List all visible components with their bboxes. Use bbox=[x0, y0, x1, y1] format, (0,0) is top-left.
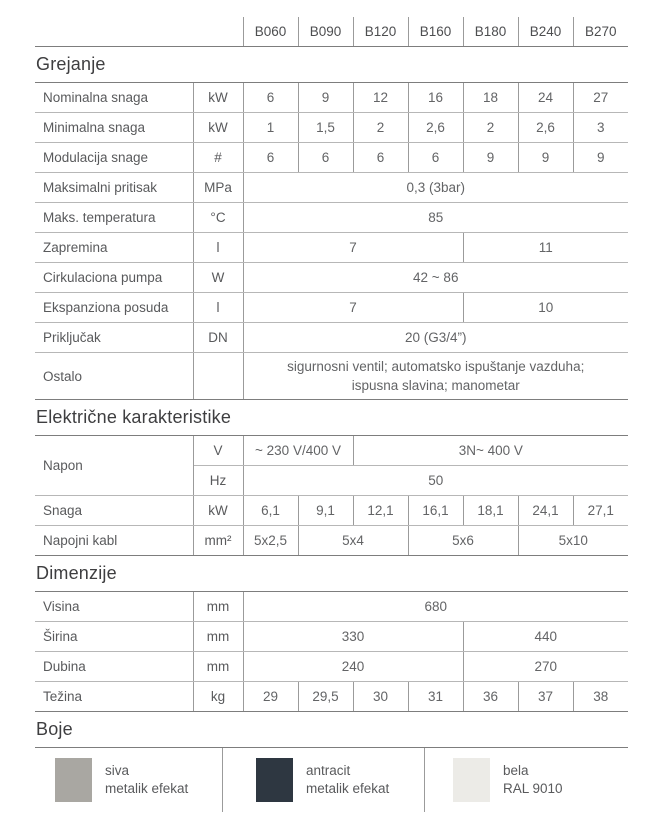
row-label: Maksimalni pritisak bbox=[35, 173, 193, 203]
unit-cell: mm² bbox=[193, 526, 243, 556]
table-row bbox=[35, 83, 628, 113]
table-row bbox=[35, 353, 628, 400]
color-desc: metalik efekat bbox=[105, 781, 189, 796]
value-cell: 5x10 bbox=[518, 526, 628, 556]
value-cell: 1 bbox=[243, 113, 298, 143]
color-name: antracit bbox=[306, 763, 351, 778]
unit-cell: kW bbox=[193, 496, 243, 526]
table-row bbox=[35, 622, 628, 652]
row-label: Minimalna snaga bbox=[35, 113, 193, 143]
value-cell: 42 ~ 86 bbox=[243, 263, 628, 293]
table-row bbox=[35, 682, 628, 712]
value-cell: 3 bbox=[573, 113, 628, 143]
table-row bbox=[35, 143, 628, 173]
row-label: Nominalna snaga bbox=[35, 83, 193, 113]
color-option-antracit bbox=[222, 748, 424, 812]
value-cell: 2,6 bbox=[518, 113, 573, 143]
model-header-b270: B270 bbox=[573, 17, 628, 46]
unit-cell: kW bbox=[193, 83, 243, 113]
table-row bbox=[35, 436, 628, 466]
value-cell: 7 bbox=[243, 233, 463, 263]
value-cell: 30 bbox=[353, 682, 408, 712]
value-cell: 12,1 bbox=[353, 496, 408, 526]
spec-table-elektricne bbox=[35, 436, 628, 556]
section-title-boje: Boje bbox=[35, 712, 628, 748]
unit-cell: l bbox=[193, 233, 243, 263]
value-cell: 240 bbox=[243, 652, 463, 682]
value-cell: 24 bbox=[518, 83, 573, 113]
value-cell: 24,1 bbox=[518, 496, 573, 526]
value-cell: ~ 230 V/400 V bbox=[243, 436, 353, 466]
value-cell: 20 (G3/4”) bbox=[243, 323, 628, 353]
value-cell: 6 bbox=[243, 83, 298, 113]
value-cell: 50 bbox=[243, 466, 628, 496]
unit-cell: l bbox=[193, 293, 243, 323]
value-cell: 10 bbox=[463, 293, 628, 323]
table-row bbox=[35, 293, 628, 323]
value-cell: 36 bbox=[463, 682, 518, 712]
color-swatch-antracit bbox=[256, 758, 293, 802]
table-row bbox=[35, 323, 628, 353]
model-header-b060: B060 bbox=[243, 17, 298, 46]
unit-cell: °C bbox=[193, 203, 243, 233]
value-cell: 0,3 (3bar) bbox=[243, 173, 628, 203]
color-option-bela bbox=[424, 748, 628, 812]
value-cell: 6 bbox=[243, 143, 298, 173]
table-row bbox=[35, 203, 628, 233]
value-cell: 29,5 bbox=[298, 682, 353, 712]
row-label: Modulacija snage bbox=[35, 143, 193, 173]
value-cell: 270 bbox=[463, 652, 628, 682]
value-cell: 6 bbox=[298, 143, 353, 173]
row-label: Ostalo bbox=[35, 353, 193, 400]
value-cell: 37 bbox=[518, 682, 573, 712]
header-spacer bbox=[35, 17, 243, 46]
row-label: Težina bbox=[35, 682, 193, 712]
value-cell: 16 bbox=[408, 83, 463, 113]
value-cell: 6 bbox=[353, 143, 408, 173]
value-cell: 3N~ 400 V bbox=[353, 436, 628, 466]
model-header-b160: B160 bbox=[408, 17, 463, 46]
section-title-elektricne: Električne karakteristike bbox=[35, 400, 628, 436]
color-swatch-bela bbox=[453, 758, 490, 802]
row-label: Priključak bbox=[35, 323, 193, 353]
unit-cell: kW bbox=[193, 113, 243, 143]
value-cell: 2,6 bbox=[408, 113, 463, 143]
value-cell: 85 bbox=[243, 203, 628, 233]
value-cell: 18,1 bbox=[463, 496, 518, 526]
model-header-b120: B120 bbox=[353, 17, 408, 46]
value-cell: 6 bbox=[408, 143, 463, 173]
value-cell: sigurnosni ventil; automatsko ispuštanje vazduha; ispusna slavina; manometar bbox=[243, 353, 628, 400]
value-cell: 5x6 bbox=[408, 526, 518, 556]
row-label: Visina bbox=[35, 592, 193, 622]
unit-cell: mm bbox=[193, 622, 243, 652]
model-header-table bbox=[35, 17, 628, 46]
value-cell: 2 bbox=[463, 113, 518, 143]
row-label: Snaga bbox=[35, 496, 193, 526]
table-row bbox=[35, 113, 628, 143]
value-cell: 27 bbox=[573, 83, 628, 113]
unit-cell: kg bbox=[193, 682, 243, 712]
unit-cell: MPa bbox=[193, 173, 243, 203]
row-label: Cirkulaciona pumpa bbox=[35, 263, 193, 293]
value-cell: 5x2,5 bbox=[243, 526, 298, 556]
model-header-row bbox=[35, 17, 628, 47]
table-row bbox=[35, 173, 628, 203]
unit-cell: V bbox=[193, 436, 243, 466]
model-header-b180: B180 bbox=[463, 17, 518, 46]
table-row bbox=[35, 526, 628, 556]
value-cell: 5x4 bbox=[298, 526, 408, 556]
row-label: Zapremina bbox=[35, 233, 193, 263]
unit-cell: mm bbox=[193, 592, 243, 622]
value-cell: 27,1 bbox=[573, 496, 628, 526]
value-cell: 9 bbox=[518, 143, 573, 173]
row-label: Napojni kabl bbox=[35, 526, 193, 556]
color-swatch-siva bbox=[55, 758, 92, 802]
table-row bbox=[35, 652, 628, 682]
value-cell: 2 bbox=[353, 113, 408, 143]
value-cell: 12 bbox=[353, 83, 408, 113]
value-cell: 440 bbox=[463, 622, 628, 652]
value-cell: 9 bbox=[463, 143, 518, 173]
color-desc: metalik efekat bbox=[306, 781, 390, 796]
model-header-b090: B090 bbox=[298, 17, 353, 46]
row-label: Ekspanziona posuda bbox=[35, 293, 193, 323]
row-label: Maks. temperatura bbox=[35, 203, 193, 233]
color-desc: RAL 9010 bbox=[503, 781, 563, 796]
value-cell: 330 bbox=[243, 622, 463, 652]
value-cell: 29 bbox=[243, 682, 298, 712]
value-cell: 18 bbox=[463, 83, 518, 113]
row-label: Napon bbox=[35, 436, 193, 496]
row-label: Dubina bbox=[35, 652, 193, 682]
row-label: Širina bbox=[35, 622, 193, 652]
unit-cell: Hz bbox=[193, 466, 243, 496]
spec-table-grejanje bbox=[35, 83, 628, 400]
table-row bbox=[35, 496, 628, 526]
value-cell: 9 bbox=[298, 83, 353, 113]
value-cell: 11 bbox=[463, 233, 628, 263]
spec-table-dimenzije bbox=[35, 592, 628, 712]
value-cell: 1,5 bbox=[298, 113, 353, 143]
value-cell: 680 bbox=[243, 592, 628, 622]
unit-cell: DN bbox=[193, 323, 243, 353]
table-row bbox=[35, 233, 628, 263]
value-cell: 6,1 bbox=[243, 496, 298, 526]
model-header-b240: B240 bbox=[518, 17, 573, 46]
value-cell: 38 bbox=[573, 682, 628, 712]
value-cell: 7 bbox=[243, 293, 463, 323]
value-cell: 16,1 bbox=[408, 496, 463, 526]
value-cell: 9 bbox=[573, 143, 628, 173]
color-name: siva bbox=[105, 763, 130, 778]
table-row bbox=[35, 592, 628, 622]
section-title-dimenzije: Dimenzije bbox=[35, 556, 628, 592]
section-title-grejanje: Grejanje bbox=[35, 47, 628, 83]
unit-cell: mm bbox=[193, 652, 243, 682]
color-name: bela bbox=[503, 763, 529, 778]
unit-cell bbox=[193, 353, 243, 400]
unit-cell: W bbox=[193, 263, 243, 293]
table-row bbox=[35, 263, 628, 293]
unit-cell: # bbox=[193, 143, 243, 173]
value-cell: 31 bbox=[408, 682, 463, 712]
color-option-siva bbox=[35, 748, 222, 812]
value-cell: 9,1 bbox=[298, 496, 353, 526]
table-row bbox=[35, 17, 628, 46]
color-options bbox=[35, 748, 628, 812]
